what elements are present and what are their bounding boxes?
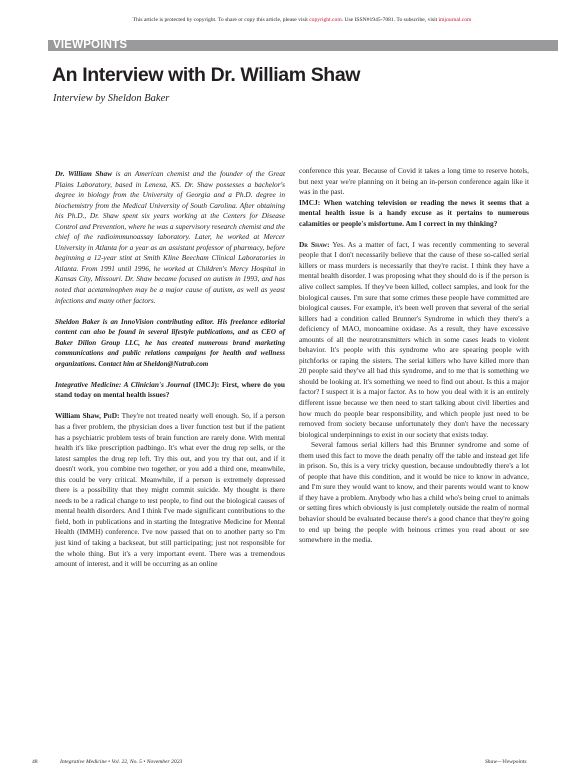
right-column [299, 166, 529, 546]
answer-2-speaker: Dr Shaw: [299, 239, 330, 249]
answer-2-text: Yes. As a matter of fact, I was recently commenting to several people that I don't necessarily believe that the cause of these so-called serial killers or mass murders is necessarily that they're racist. I think they have a mental health disorder. I was proposing what they should do is if the person is alive collect samples. If they've been killed, collect samples, and look for the biological causes. I'm sure that some crimes these people have committed are biological causes. For example, it's been well proven that several of the serial killers had a condition called Brunner's Syndrome in which they there's a deficiency of MAO, monoamine oxidase. As a result, they have excessive amounts of all the neurotransmitters which in some cases leads to violent behavior. It's people with this syndrome who are spearing people with pitchforks or raping the sisters. The serial killers who have killed more than 20 people said they've all had this syndrome, and to me that is something we should be looking at. It's something we need to find out about. Is this a major factor? I suspect it is a major factor. As to how you deal with it is an entirely different issue because we then need to start talking about civil liberties and how much do people bear responsibility, and which people just need to be removed from society because unfortunately they don't have the necessary biological underpinnings to exist in our society that exists today. [299, 239, 529, 439]
copyright-link[interactable]: copyright.com [309, 17, 342, 23]
author-bio [55, 169, 285, 306]
question-2 [299, 198, 529, 230]
question-2-text: When watching television or reading the news it seems that a mental health issue is a handy excuse as it pertains to numerous calamities or people's misfortune. Am I correct in my thinking? [299, 197, 529, 228]
answer-1-continued: conference this year. Because of Covid it takes a long time to reserve hotels, but next year we're planning on it being an in-person conference again like it was in the past. [299, 166, 529, 197]
copyright-notice [52, 17, 552, 23]
contributor-note: Sheldon Baker is an InnoVision contributing editor. His freelance editorial content can also be found in several lifestyle publications, and as CEO of Baker Dillon Group LLC, he has created numerous brand marketing communications and public relations campaigns for health and wellness organizations. Contact him at Sheldon@Nutrab.com [55, 317, 285, 368]
answer-1-text: They're not treated nearly well enough. So, if a person has a fiver problem, the physician does a liver function test but if the patient has a psychiatric problem tests of brain function are rarely done. With mental health it's like prescription padbingo. It's what ever the drug rep sells, or the latest samples the drug rep left. Try this out, and you try that out, and if it doesn't work, you combine two together, or you add a third one, meanwhile, this could be very critical. Meanwhile, if a person is extremely depressed there is a possibility that they might commit suicide. My thought is there needs to be a radical change to test people, to find out the biological causes of mental health disorders. And I think I've made significant contributions to the field, both in publications and in starting the Integrative Medicine for Mental Health (IMMH) conference. I've now passed that on to another party so I'm just kind of taking a backseat, but still participating; just not responsible for the whole thing. But it's a very important event. There was a tremendous amount of interest, and it will be occurring as an online [55, 411, 285, 569]
left-column [55, 169, 285, 570]
notice-text-middle: . Use ISSN#1945-7081. To subscribe, visit [341, 17, 439, 23]
journal-name: Integrative Medicine: A Clinician's Journal [55, 379, 191, 389]
subscribe-link[interactable]: imjournal.com [438, 17, 472, 23]
journal-footer: Integrative Medicine • Vol. 22, No. 5 • November 2023 [60, 759, 183, 765]
bio-text: is an American chemist and the founder of the Great Plains Laboratory, based in Lenexa, KS. Dr. Shaw possesses a bachelor's degree in biology from the University of Georgia and a Ph.D. degree in biochemistry from the Medical University of South Carolina. After obtaining his Ph.D., Dr. Shaw spent six years working at the Centers for Disease Control and Prevention, where he was a supervisory research chemist and the chief of the radioimmunoassay laboratory. Later, he worked at Mercer University in Atlanta for a year as an assistant professor of pharmacy, before beginning a 12-year stint at Smith Kline Beecham Clinical Laboratories in Atlanta. From 1991 until 1996, he worked at Children's Mercy Hospital in Kansas City, Missouri. Dr. Shaw became focused on autism in 1993, and has noted that acetaminophen may be a major cause of autism, as well as yeast infections and many other factors. [55, 169, 285, 305]
answer-1 [55, 411, 285, 569]
bio-name: Dr. William Shaw [55, 169, 113, 178]
answer-1-speaker: William Shaw, [55, 411, 104, 421]
notice-text: This article is protected by copyright. To share or copy this article, please visit [132, 17, 310, 23]
question-1 [55, 380, 285, 401]
article-byline: Interview by Sheldon Baker [53, 93, 170, 104]
page-number: 48 [32, 759, 38, 765]
article-title: An Interview with Dr. William Shaw [52, 64, 361, 86]
answer-1-degree: PhD: [103, 411, 120, 421]
answer-2-paragraph-2: Several famous serial killers had this Brunner syndrome and some of them used this fact to move the death penalty off the table and instead get life in prison. So, this is a very tricky question, because undoubtedly there's a lot of people that have this condition, and it would be nice to know in advance, and I'm sure they would want to know, and their parents would want to know if they have a problem. Anybody who has a child who's being cruel to animals or setting fires which obviously is just completely outside the realm of normal behavior should be evaluated because there's a good chance that they're going to end up being the people with heinous crimes you read about or see somewhere in the media. [299, 440, 529, 545]
question-1-text: First, where do you stand today on mental health issues? [55, 379, 285, 400]
journal-abbr: (IMCJ): [190, 379, 222, 389]
section-label: VIEWPOINTS [53, 39, 128, 51]
answer-2 [299, 240, 529, 440]
running-head: Shaw—Viewpoints [485, 759, 527, 765]
question-2-abbr: IMCJ: [299, 197, 321, 207]
